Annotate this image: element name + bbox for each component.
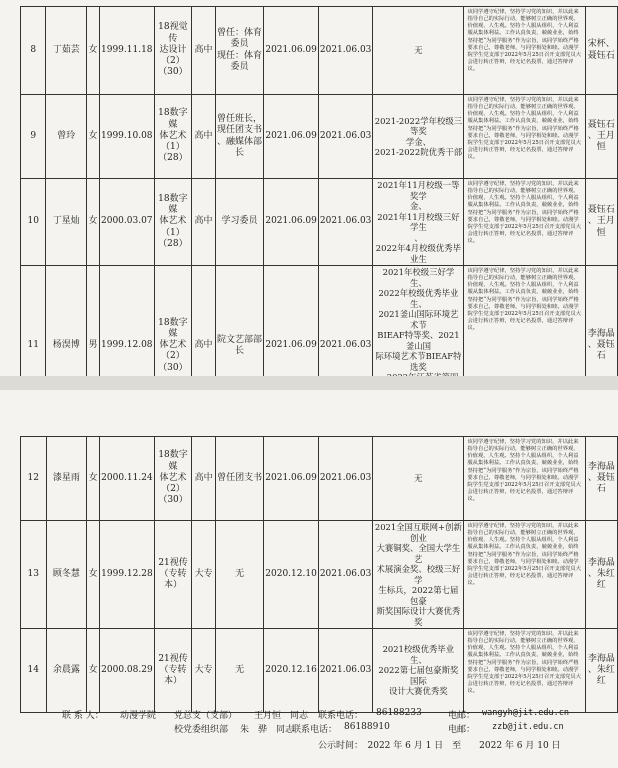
date-2: 2021.06.03 bbox=[318, 266, 373, 427]
contact-person: 李海晶 、聂钰 石 bbox=[585, 266, 617, 427]
position: 无 bbox=[215, 521, 263, 629]
contact-person-2: 朱 骅 同志 bbox=[240, 725, 295, 735]
awards: 2021校级优秀毕业生、 2022第七届包豪斯奖国际 设计大赛优秀奖 bbox=[373, 629, 464, 713]
birth-date: 2000.08.29 bbox=[100, 629, 155, 713]
awards: 2021年校级三好学生、 2022年校级优秀毕业生、 2021釜山国际环境艺术节 BIEAF特等奖、2021釜山国 际环境艺术节BIEAF特选奖 bbox=[373, 266, 464, 427]
class-name: 18数字媒 体艺术 （2） （30） bbox=[154, 437, 192, 521]
phone-label-2: 联系电话： bbox=[292, 725, 338, 735]
evaluation: 该同学遵守纪律，坚持学习党的知识，并以此来指导自己的实际行动，能够树立正确的世界观、价值观、人生观。坚持个人服从组织，个人利益服从集体利益。工作认真负责，兢兢业业，始终坚持把“为同学服务”作为宗旨，该同学始终严格要求自己，尊敬老师，与同学相处和睦。动漫学院学生党支部于2022年5月25日召开支部党员大会进行转正答辩，经无记名投票，通过答辩评议。 bbox=[464, 95, 585, 179]
email-1: wangyh@jit.edu.cn bbox=[482, 708, 569, 718]
class-name: 21视传 （专转 本） bbox=[154, 521, 192, 629]
birth-date: 2000.11.24 bbox=[100, 437, 155, 521]
candidate-name: 漆星雨 bbox=[46, 437, 87, 521]
position: 无 bbox=[215, 629, 263, 713]
table-row bbox=[21, 7, 618, 95]
candidate-name: 杨淏博 bbox=[46, 266, 87, 427]
join-date: 2021.06.09 bbox=[264, 95, 319, 179]
row-number: 9 bbox=[21, 95, 46, 179]
candidate-name: 丁茹芸 bbox=[46, 7, 87, 95]
email-label-1: 电邮： bbox=[448, 711, 476, 721]
table-row bbox=[21, 437, 618, 521]
row-number: 14 bbox=[21, 629, 47, 713]
date-2: 2021.06.03 bbox=[318, 7, 373, 95]
date-2: 2021.06.03 bbox=[318, 95, 373, 179]
join-date: 2020.12.16 bbox=[264, 629, 319, 713]
contact-person: 聂钰石 、王月 恒 bbox=[585, 95, 617, 179]
birth-date: 1999.11.18 bbox=[100, 7, 155, 95]
table-row bbox=[21, 521, 618, 629]
contact-label: 联 系 人： bbox=[62, 711, 104, 721]
gender: 女 bbox=[87, 7, 100, 95]
join-date: 2021.06.09 bbox=[264, 437, 319, 521]
sheet-upper bbox=[0, 0, 618, 376]
evaluation: 该同学遵守纪律，坚持学习党的知识，并以此来指导自己的实际行动，能够树立正确的世界观、价值观、人生观。坚持个人服从组织，个人利益服从集体利益。工作认真负责，兢兢业业，始终坚持把“为同学服务”作为宗旨，该同学始终严格要求自己，尊敬老师，与同学相处和睦。动漫学院学生党支部于2022年5月25日召开支部党员大会进行转正答辩，经无记名投票，通过答辩评议。 bbox=[464, 629, 585, 713]
gender: 男 bbox=[87, 266, 100, 427]
page-fold bbox=[0, 376, 618, 390]
education: 高中 bbox=[192, 179, 215, 266]
candidate-name: 顾冬慧 bbox=[46, 521, 87, 629]
publicity-period: 公示时间： 2022 年 6 月 1 日 至 2022 年 6 月 10 日 bbox=[318, 741, 561, 751]
contact-footer bbox=[0, 700, 618, 768]
education: 高中 bbox=[192, 437, 215, 521]
evaluation: 该同学遵守纪律，坚持学习党的知识，并以此来指导自己的实际行动，能够树立正确的世界观、价值观、人生观。坚持个人服从组织，个人利益服从集体利益。工作认真负责，兢兢业业，始终坚持把“为同学服务”作为宗旨，该同学始终严格要求自己，尊敬老师，与同学相处和睦。动漫学院学生党支部于2022年5月25日召开支部党员大会进行转正答辩，经无记名投票，通过答辩评议。 bbox=[464, 179, 585, 266]
date-2: 2021.06.03 bbox=[318, 521, 373, 629]
class-name: 21视传 （专转 本） bbox=[154, 629, 192, 713]
phone-2: 86188910 bbox=[344, 722, 390, 732]
awards: 无 bbox=[373, 7, 464, 95]
contact-person-1: 王月恒 同志 bbox=[254, 711, 309, 721]
awards: 2021全国互联网+创新创业 大赛铜奖、全国大学生艺 术展演金奖、校级三好学 生标兵，2022第七届包豪 斯奖国际设计大赛优秀奖 bbox=[373, 521, 464, 629]
org-name: 校党委组织部 bbox=[174, 725, 229, 735]
candidate-table-lower bbox=[20, 436, 618, 713]
table-row bbox=[21, 179, 618, 266]
candidate-table-upper bbox=[20, 6, 618, 427]
class-name: 18数字媒 体艺术 （1） （28） bbox=[154, 179, 192, 266]
join-date: 2021.06.09 bbox=[264, 179, 319, 266]
phone-1: 86188233 bbox=[376, 708, 422, 718]
contact-person: 李海晶 、聂钰 石 bbox=[585, 437, 617, 521]
date-2: 2021.06.03 bbox=[318, 179, 373, 266]
education: 大专 bbox=[192, 521, 215, 629]
position: 曾任团支书 bbox=[215, 437, 263, 521]
candidate-name: 丁星灿 bbox=[46, 179, 87, 266]
email-2: zzb@jit.edu.cn bbox=[492, 722, 564, 732]
gender: 女 bbox=[87, 95, 100, 179]
row-number: 8 bbox=[21, 7, 46, 95]
candidate-name: 曾玲 bbox=[46, 95, 87, 179]
row-number: 11 bbox=[21, 266, 46, 427]
gender: 女 bbox=[87, 437, 100, 521]
position: 院文艺部部 长 bbox=[215, 266, 264, 427]
contact-person: 聂钰石 、王月 恒 bbox=[585, 179, 617, 266]
birth-date: 1999.12.08 bbox=[100, 266, 155, 427]
join-date: 2021.06.09 bbox=[264, 7, 319, 95]
gender: 女 bbox=[87, 179, 100, 266]
row-number: 13 bbox=[21, 521, 47, 629]
birth-date: 1999.12.28 bbox=[100, 521, 155, 629]
awards: 2021年11月校级一等奖学 金、 2021年11月校级三好学生 、 2022年4月校级优秀毕业生 bbox=[373, 179, 464, 266]
birth-date: 2000.03.07 bbox=[100, 179, 155, 266]
evaluation: 该同学遵守纪律，坚持学习党的知识，并以此来指导自己的实际行动，能够树立正确的世界观、价值观、人生观。坚持个人服从组织，个人利益服从集体利益。工作认真负责，兢兢业业，始终坚持把“为同学服务”作为宗旨，该同学始终严格要求自己，尊敬老师，与同学相处和睦。动漫学院学生党支部于2022年5月25日召开支部党员大会进行转正答辩，经无记名投票，通过答辩评议。 bbox=[464, 7, 585, 95]
date-2: 2021.06.03 bbox=[318, 629, 373, 713]
class-name: 18数字媒 体艺术 （1） （28） bbox=[154, 95, 192, 179]
evaluation: 该同学遵守纪律，坚持学习党的知识，并以此来指导自己的实际行动，能够树立正确的世界观、价值观、人生观。坚持个人服从组织，个人利益服从集体利益。工作认真负责，兢兢业业，始终坚持把“为同学服务”作为宗旨，该同学始终严格要求自己，尊敬老师，与同学相处和睦。动漫学院学生党支部于2022年5月25日召开支部党员大会进行转正答辩，经无记名投票，通过答辩评议。 bbox=[464, 521, 585, 629]
education: 高中 bbox=[192, 7, 215, 95]
contact-person: 宋杯、 聂钰石 bbox=[585, 7, 617, 95]
phone-label-1: 联系电话： bbox=[318, 711, 364, 721]
contact-person: 李海晶 、朱红 红 bbox=[585, 521, 617, 629]
contact-person: 李海晶 、朱红 红 bbox=[585, 629, 617, 713]
gender: 女 bbox=[87, 629, 100, 713]
awards: 无 bbox=[373, 437, 464, 521]
date-2: 2021.06.03 bbox=[318, 437, 373, 521]
evaluation: 该同学遵守纪律，坚持学习党的知识，并以此来指导自己的实际行动，能够树立正确的世界观、价值观、人生观。坚持个人服从组织，个人利益服从集体利益。工作认真负责，兢兢业业，始终坚持把“为同学服务”作为宗旨，该同学始终严格要求自己，尊敬老师，与同学相处和睦。动漫学院学生党支部于2022年5月25日召开支部党员大会进行转正答辩，经无记名投票，通过答辩评议。 bbox=[464, 437, 585, 521]
candidate-name: 余晨露 bbox=[46, 629, 87, 713]
education: 大专 bbox=[192, 629, 215, 713]
evaluation: 该同学遵守纪律，坚持学习党的知识，并以此来指导自己的实际行动，能够树立正确的世界观、价值观、人生观。坚持个人服从组织，个人利益服从集体利益。工作认真负责，兢兢业业，始终坚持把“为同学服务”作为宗旨，该同学始终严格要求自己，尊敬老师，与同学相处和睦。动漫学院学生党支部于2022年5月25日召开支部党员大会进行转正答辩，经无记名投票，通过答辩评议。 bbox=[464, 266, 585, 427]
join-date: 2020.12.10 bbox=[264, 521, 319, 629]
join-date: 2021.06.09 bbox=[264, 266, 319, 427]
position: 学习委员 bbox=[215, 179, 264, 266]
position: 曾任班长， 现任团支书 、融媒体部 长 bbox=[215, 95, 264, 179]
college-name: 动漫学院 bbox=[120, 711, 157, 721]
branch-name: 党总支（支部） bbox=[174, 711, 238, 721]
position: 曾任：体育 委员 现任：体育 委员 bbox=[215, 7, 264, 95]
table-row bbox=[21, 95, 618, 179]
awards: 2021-2022学年校级三等奖 学金、 2021-2022院优秀干部 bbox=[373, 95, 464, 179]
row-number: 10 bbox=[21, 179, 46, 266]
row-number: 12 bbox=[21, 437, 47, 521]
education: 高中 bbox=[192, 95, 215, 179]
email-label-2: 电邮： bbox=[448, 725, 476, 735]
class-name: 18数字媒 体艺术 （2） （30） bbox=[154, 266, 192, 427]
birth-date: 1999.10.08 bbox=[100, 95, 155, 179]
gender: 女 bbox=[87, 521, 100, 629]
education: 高中 bbox=[192, 266, 215, 427]
class-name: 18视觉传 达设计 （2） （30） bbox=[154, 7, 192, 95]
